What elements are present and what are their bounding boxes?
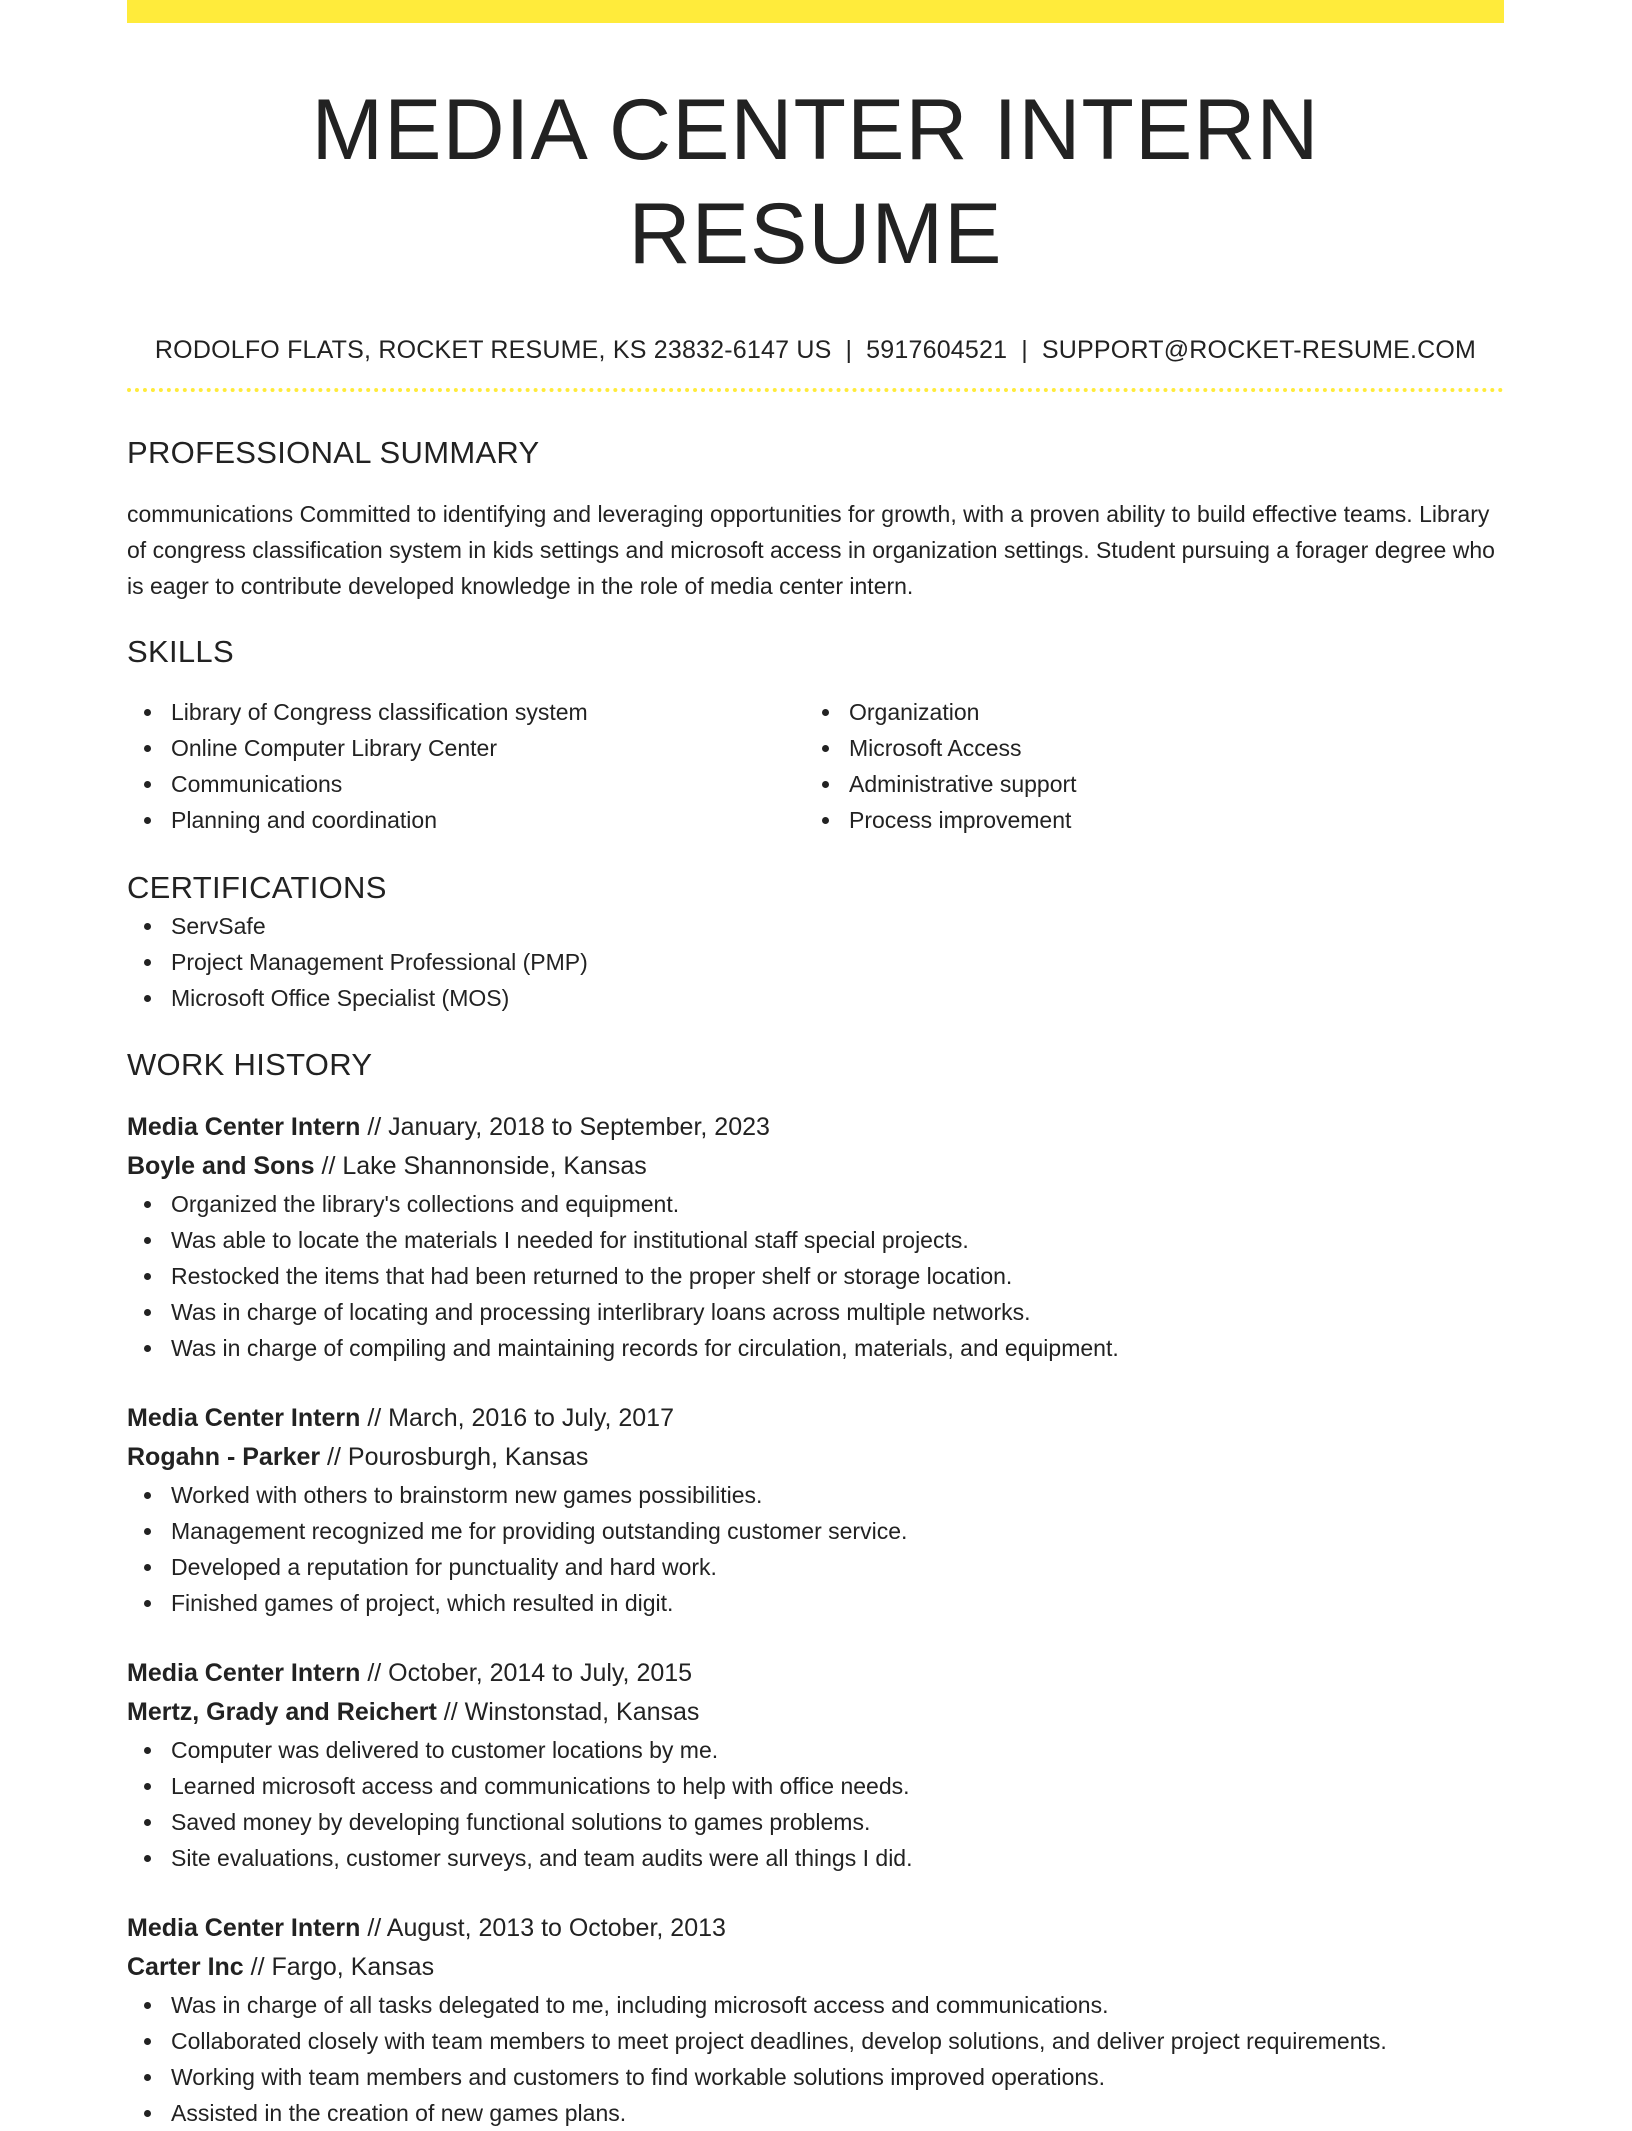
skills-column-left: [127, 694, 805, 838]
job-title-line: [127, 1108, 1504, 1147]
job-bullet: Learned microsoft access and communications to help with office needs.: [127, 1768, 1504, 1804]
job-title: Media Center Intern: [127, 1914, 361, 1942]
job-location: // Winstonstad, Kansas: [436, 1698, 700, 1726]
job-bullet: Organized the library's collections and equipment.: [127, 1186, 1504, 1222]
job-title: Media Center Intern: [127, 1659, 361, 1687]
job-bullet: Developed a reputation for punctuality and hard work.: [127, 1549, 1504, 1585]
job-location: // Pourosburgh, Kansas: [320, 1443, 589, 1471]
skills-list-left: [127, 694, 805, 838]
job-company-line: [127, 1948, 1504, 1987]
skill-item: Library of Congress classification system: [127, 694, 805, 730]
skills-column-right: [805, 694, 1483, 838]
job-bullet: Computer was delivered to customer locations by me.: [127, 1732, 1504, 1768]
job-company: Carter Inc: [127, 1953, 244, 1981]
job-bullets: [127, 1732, 1504, 1876]
resume-title: MEDIA CENTER INTERN RESUME: [311, 82, 1320, 282]
job-company-line: [127, 1147, 1504, 1186]
job-bullet: Management recognized me for providing outstanding customer service.: [127, 1513, 1504, 1549]
job-bullet: Was in charge of all tasks delegated to me, including microsoft access and communications.: [127, 1987, 1504, 2023]
contact-email: SUPPORT@ROCKET-RESUME.COM: [1041, 336, 1477, 364]
job-bullet: Site evaluations, customer surveys, and team audits were all things I did.: [127, 1840, 1504, 1876]
job-title: Media Center Intern: [127, 1404, 361, 1432]
job-bullet: Finished games of project, which resulted in digit.: [127, 1585, 1504, 1621]
job-location: // Lake Shannonside, Kansas: [314, 1152, 647, 1180]
certifications-heading: CERTIFICATIONS: [127, 870, 387, 905]
contact-separator: |: [845, 336, 853, 364]
job-bullet: Assisted in the creation of new games plans.: [127, 2095, 1504, 2131]
job-company: Boyle and Sons: [127, 1152, 315, 1180]
job-bullet: Was able to locate the materials I needed for institutional staff special projects.: [127, 1222, 1504, 1258]
job-bullets: [127, 1186, 1504, 1366]
job-entry: [127, 1909, 1504, 2131]
skill-item: Online Computer Library Center: [127, 730, 805, 766]
job-entry: [127, 1654, 1504, 1876]
job-bullets: [127, 1477, 1504, 1621]
job-dates: // March, 2016 to July, 2017: [360, 1404, 674, 1432]
dotted-divider: [127, 388, 1504, 392]
resume-content: [127, 0, 1504, 2131]
skills-list-right: [805, 694, 1483, 838]
job-bullet: Saved money by developing functional solutions to games problems.: [127, 1804, 1504, 1840]
job-title-line: [127, 1654, 1504, 1693]
contact-separator: |: [1021, 336, 1028, 364]
skill-item: Microsoft Access: [805, 730, 1483, 766]
summary-heading: PROFESSIONAL SUMMARY: [127, 435, 540, 470]
job-bullet: Was in charge of compiling and maintaining records for circulation, materials, and equipment.: [127, 1330, 1504, 1366]
job-dates: // August, 2013 to October, 2013: [360, 1914, 726, 1942]
job-entry: [127, 1399, 1504, 1621]
job-title-line: [127, 1399, 1504, 1438]
job-company: Mertz, Grady and Reichert: [127, 1698, 437, 1726]
job-title: Media Center Intern: [127, 1113, 361, 1141]
skill-item: Organization: [805, 694, 1483, 730]
job-company-line: [127, 1693, 1504, 1732]
job-bullet: Restocked the items that had been returned to the proper shelf or storage location.: [127, 1258, 1504, 1294]
skill-item: Process improvement: [805, 802, 1483, 838]
job-company-line: [127, 1438, 1504, 1477]
job-entry: [127, 1108, 1504, 1366]
certification-item: Project Management Professional (PMP): [127, 944, 1504, 980]
contact-line: [127, 333, 1504, 367]
work-history-heading: WORK HISTORY: [127, 1047, 373, 1082]
skills-heading: SKILLS: [127, 634, 234, 669]
job-bullet: Worked with others to brainstorm new games possibilities.: [127, 1477, 1504, 1513]
job-bullet: Was in charge of locating and processing interlibrary loans across multiple networks.: [127, 1294, 1504, 1330]
job-location: // Fargo, Kansas: [243, 1953, 435, 1981]
contact-phone: 5917604521: [866, 336, 1008, 364]
skill-item: Planning and coordination: [127, 802, 805, 838]
certifications-list: [127, 908, 1504, 1016]
job-bullets: [127, 1987, 1504, 2131]
job-company: Rogahn - Parker: [127, 1443, 321, 1471]
skills-grid: [127, 694, 1504, 838]
summary-text: communications Committed to identifying and leveraging opportunities for growth, with a proven ability to build effective teams. Library of congress classification system in kids settings and microsoft access in organization settings. Student pursuing a forager degree who is eager to contribute developed knowledge in the role of media center intern.: [127, 501, 1495, 599]
job-dates: // October, 2014 to July, 2015: [360, 1659, 693, 1687]
job-title-line: [127, 1909, 1504, 1948]
skill-item: Communications: [127, 766, 805, 802]
contact-address: RODOLFO FLATS, ROCKET RESUME, KS 23832-6147 US: [154, 336, 832, 364]
job-bullet: Collaborated closely with team members to meet project deadlines, develop solutions, and deliver project requirements.: [127, 2023, 1504, 2059]
job-dates: // January, 2018 to September, 2023: [360, 1113, 770, 1141]
certification-item: Microsoft Office Specialist (MOS): [127, 980, 1504, 1016]
skill-item: Administrative support: [805, 766, 1483, 802]
job-bullet: Working with team members and customers to find workable solutions improved operations.: [127, 2059, 1504, 2095]
certification-item: ServSafe: [127, 908, 1504, 944]
